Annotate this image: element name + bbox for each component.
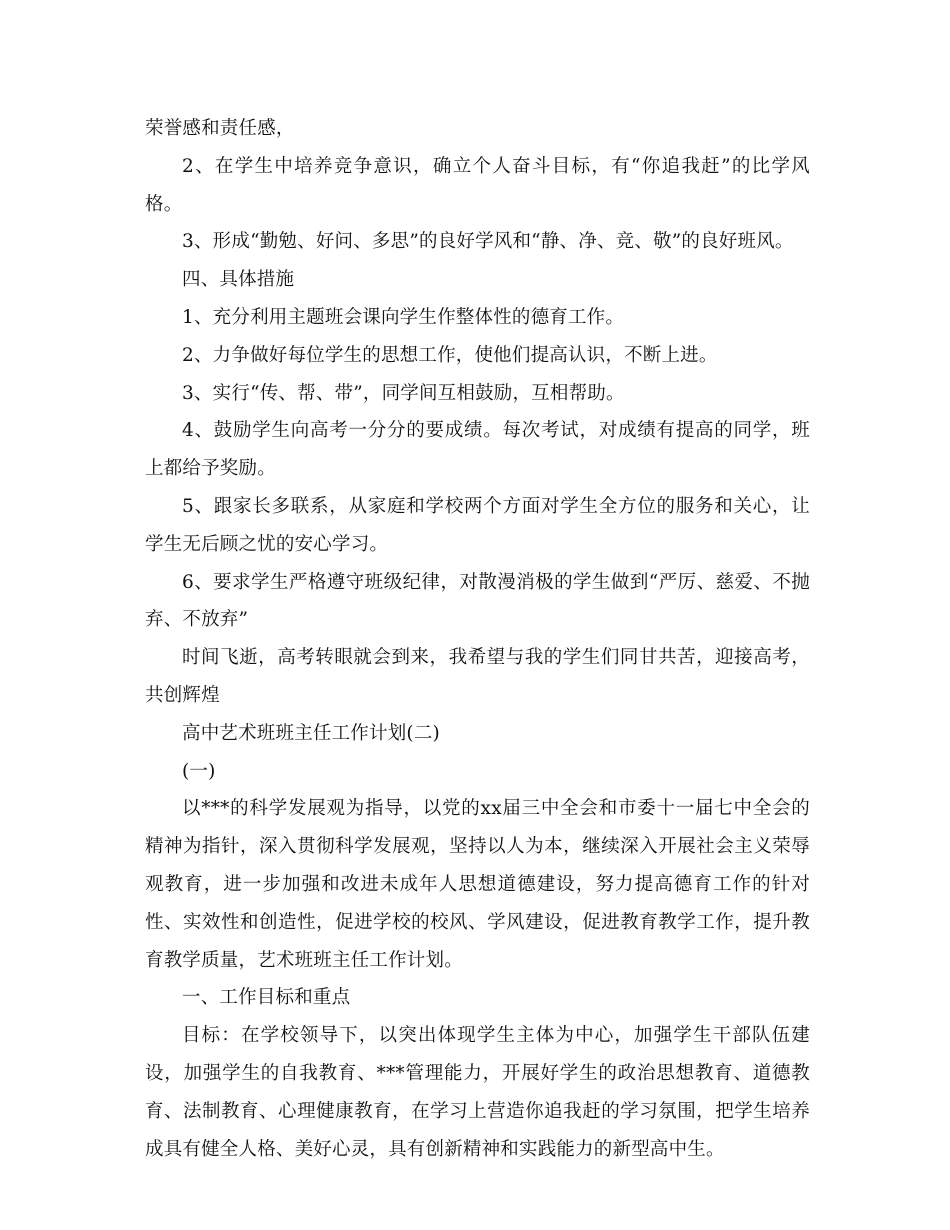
paragraph-5: 1、充分利用主题班会课向学生作整体性的德育工作。 — [182, 306, 625, 328]
section-heading-goals: 一、工作目标和重点 — [182, 987, 351, 1009]
section-heading-measures: 四、具体措施 — [182, 269, 295, 291]
paragraph-16: 目标：在学校领导下，以突出体现学生主体为中心，加强学生干部队伍建设，加强学生的自我教育、***管理能力，开展好学生的政治思想教育、道德教育、法制教育、心理健康教育，在学习上营造你追我赶的学习氛围，把学生培养成具有健全人格、美好心灵，具有创新精神和实践能力的新型高中生。 — [145, 1025, 810, 1160]
paragraph-10: 6、要求学生严格遵守班级纪律，对散漫消极的学生做到“严厉、慈爱、不抛弃、不放弃” — [145, 571, 810, 631]
paragraph-11: 时间飞逝，高考转眼就会到来，我希望与我的学生们同甘共苦，迎接高考，共创辉煌 — [145, 647, 810, 706]
document-title-2: 高中艺术班班主任工作计划(二) — [182, 722, 440, 744]
paragraph-1: 荣誉感和责任感， — [145, 118, 295, 139]
paragraph-14: 以***的科学发展观为指导，以党的xx届三中全会和市委十一届七中全会的精神为指针，深入贯彻科学发展观，坚持以人为本，继续深入开展社会主义荣辱观教育，进一步加强和改进未成年人思想道德建设，努力提高德育工作的针对性、实效性和创造性，促进学校的校风、学风建设，促进教育教学工作，提升教育教学质量，艺术班班主任工作计划。 — [145, 798, 810, 971]
paragraph-7: 3、实行“传、帮、带”，同学间互相鼓励，互相帮助。 — [182, 382, 625, 404]
document-body — [145, 110, 810, 1168]
paragraph-9: 5、跟家长多联系，从家庭和学校两个方面对学生全方位的服务和关心，让学生无后顾之忧的安心学习。 — [145, 495, 810, 555]
paragraph-6: 2、力争做好每位学生的思想工作，使他们提高认识，不断上进。 — [182, 344, 718, 366]
paragraph-2: 2、在学生中培养竞争意识，确立个人奋斗目标，有“你追我赶”的比学风格。 — [145, 155, 810, 215]
paragraph-8: 4、鼓励学生向高考一分分的要成绩。每次考试，对成绩有提高的同学，班上都给予奖励。 — [145, 420, 810, 480]
paragraph-3: 3、形成“勤勉、好问、多思”的良好学风和“静、净、竞、敬”的良好班风。 — [182, 231, 794, 253]
subsection-label: (一) — [182, 760, 216, 782]
